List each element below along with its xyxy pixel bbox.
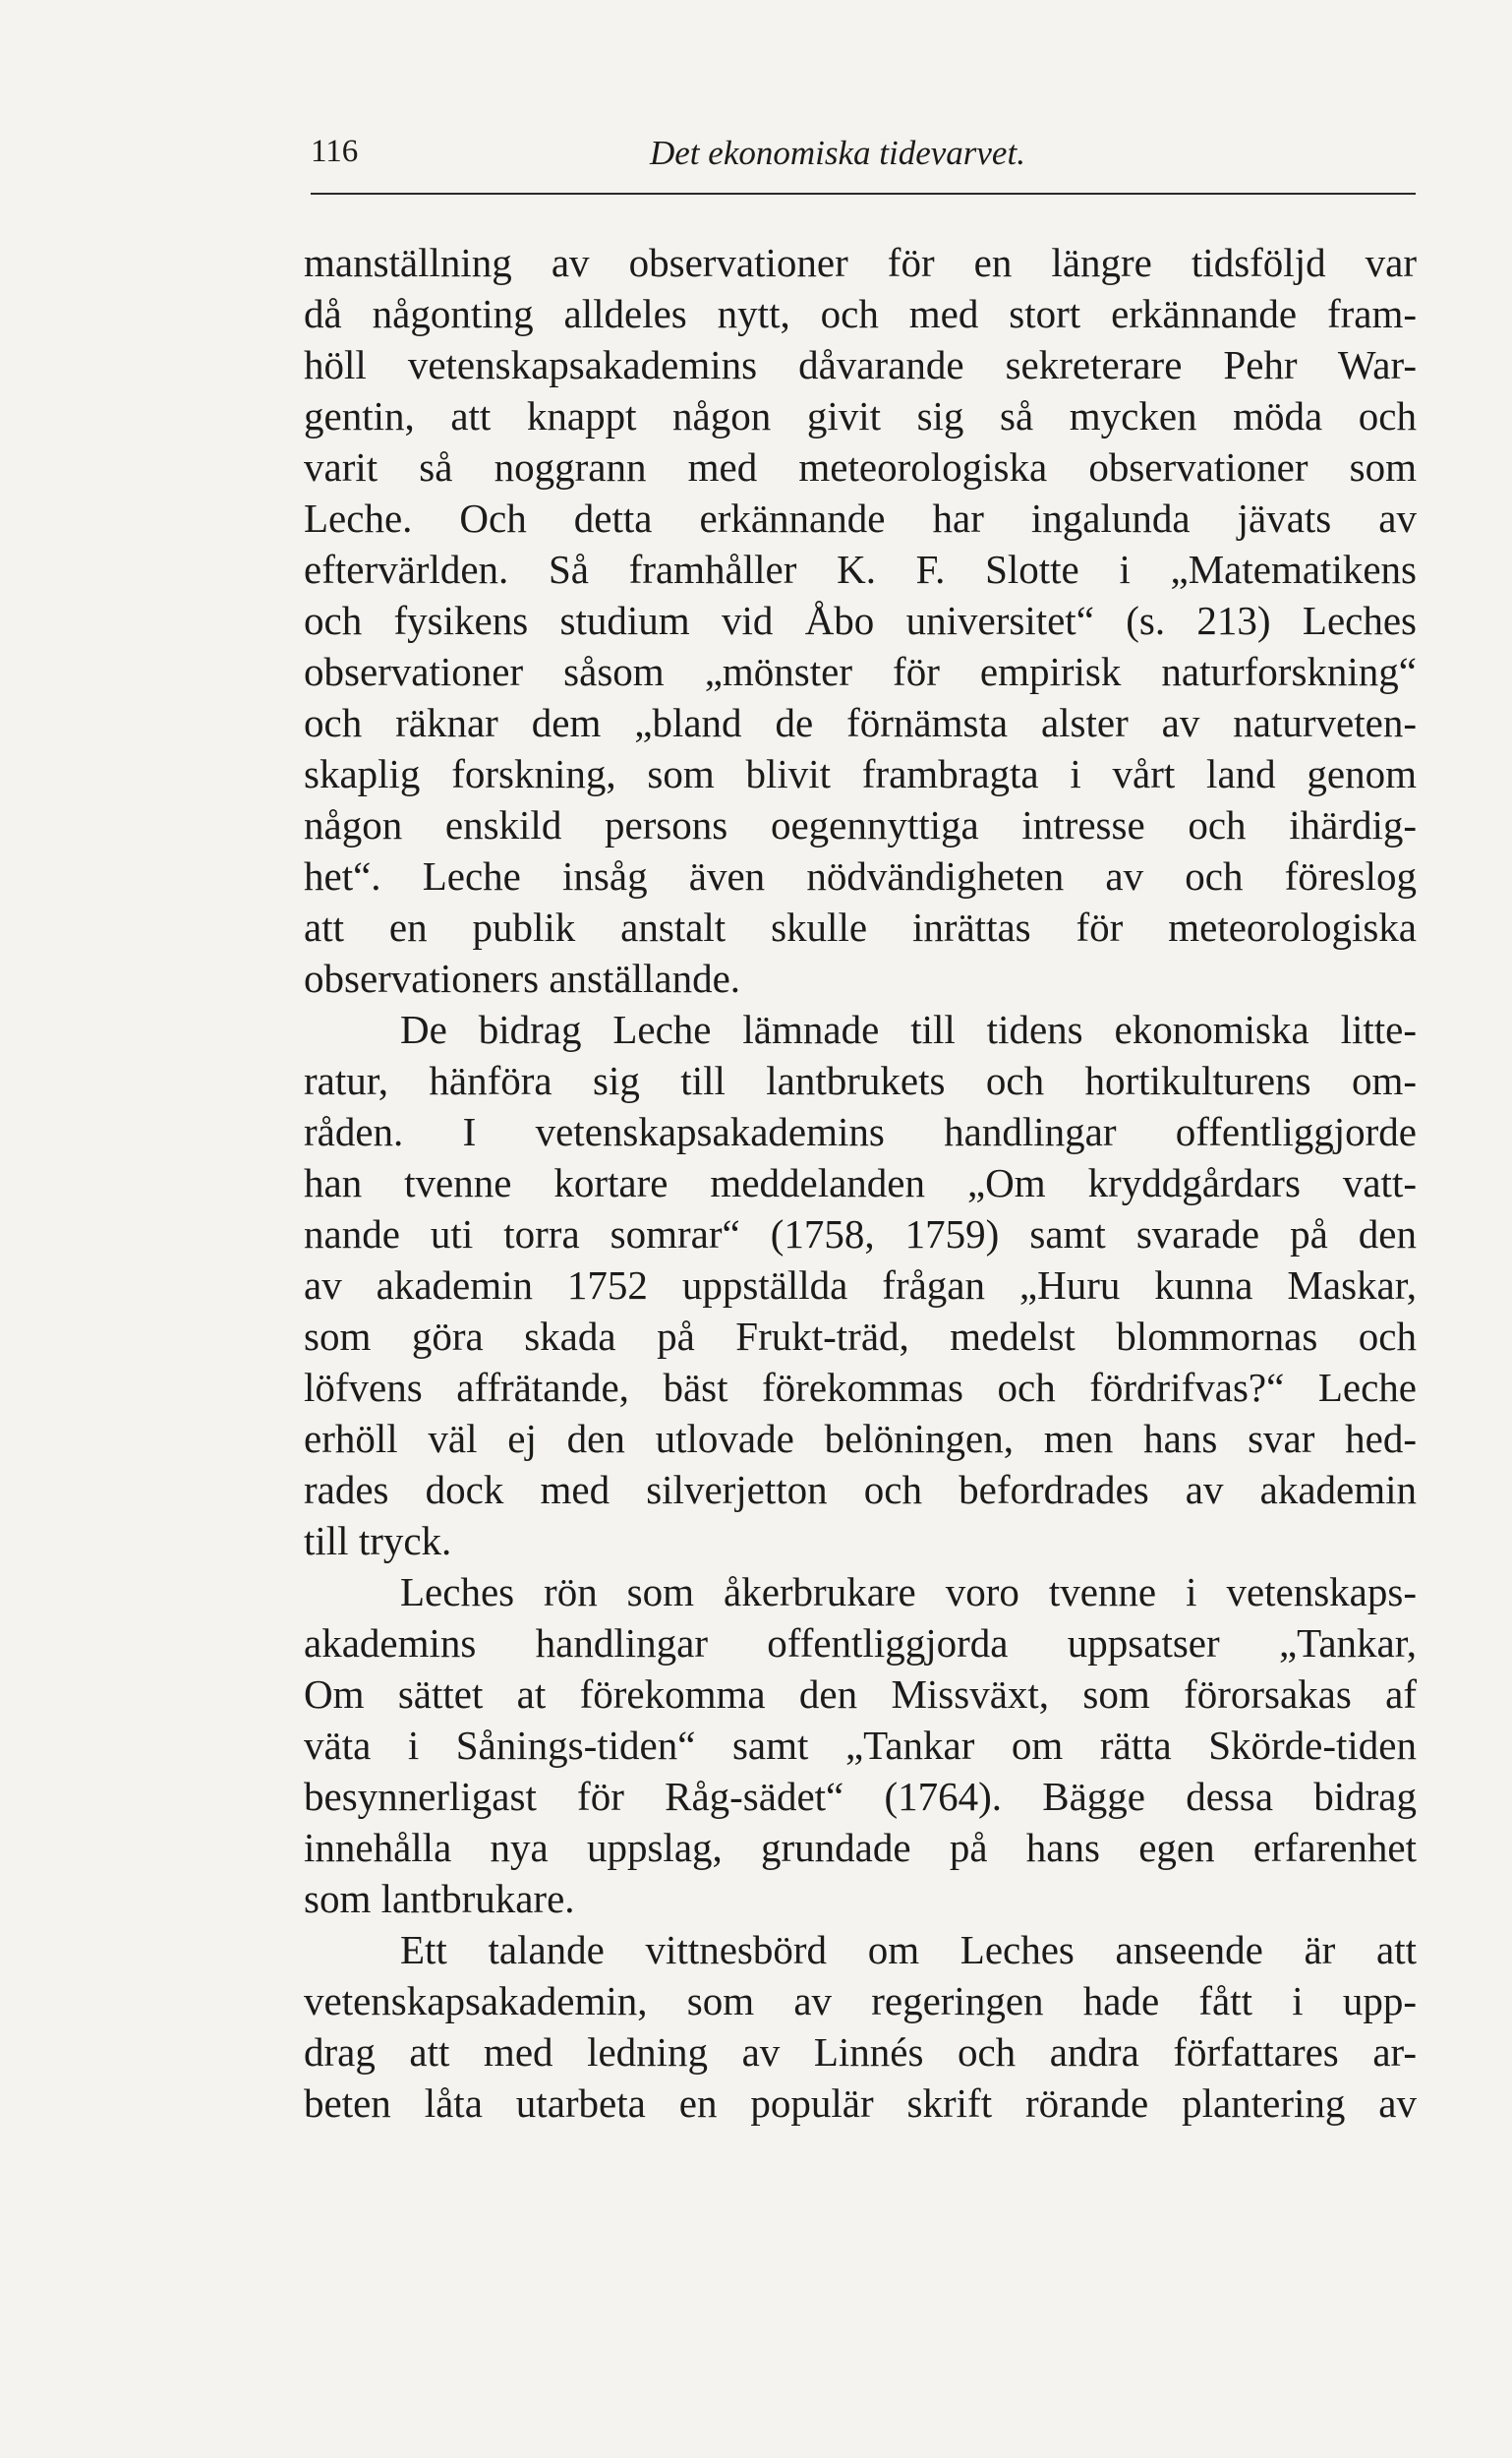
text-line: och räknar dem „bland de förnämsta alster av naturveten- xyxy=(304,700,1417,745)
text-line: som lantbrukare. xyxy=(304,1876,575,1921)
text-line: innehålla nya uppslag, grundade på hans egen erfarenhet xyxy=(304,1825,1417,1870)
text-line: råden. I vetenskapsakademins handlingar offentliggjorde xyxy=(304,1109,1417,1154)
text-line: erhöll väl ej den utlovade belöningen, men hans svar hed- xyxy=(304,1416,1417,1461)
text-line: eftervärlden. Så framhåller K. F. Slotte i „Matematikens xyxy=(304,547,1417,592)
text-line: observationer såsom „mönster för empirisk naturforskning“ xyxy=(304,649,1417,694)
text-line: väta i Sånings-tiden“ samt „Tankar om rätta Skörde-tiden xyxy=(304,1723,1417,1768)
text-line: besynnerligast för Råg-sädet“ (1764). Bägge dessa bidrag xyxy=(304,1774,1417,1819)
page-header xyxy=(311,134,1416,195)
text-line: och fysikens studium vid Åbo universitet“ (s. 213) Leches xyxy=(304,598,1417,643)
text-line: löfvens affrätande, bäst förekommas och fördrifvas?“ Leche xyxy=(304,1365,1417,1410)
body-text xyxy=(304,237,1417,2129)
text-line: någon enskild persons oegennyttiga intresse och ihärdig- xyxy=(304,802,1417,848)
text-line: att en publik anstalt skulle inrättas för meteorologiska xyxy=(304,905,1417,950)
text-line: skaplig forskning, som blivit frambragta i vårt land genom xyxy=(304,751,1417,796)
text-line: rades dock med silverjetton och befordrades av akademin xyxy=(304,1467,1417,1512)
text-line: ratur, hänföra sig till lantbrukets och hortikulturens om- xyxy=(304,1058,1417,1103)
text-line: Om sättet at förekomma den Missväxt, som förorsakas af xyxy=(304,1671,1417,1717)
text-line: manställning av observationer för en längre tidsföljd var xyxy=(304,240,1417,285)
page-number: 116 xyxy=(311,134,359,169)
text-line: nande uti torra somrar“ (1758, 1759) samt svarade på den xyxy=(304,1211,1417,1257)
text-line: han tvenne kortare meddelanden „Om kryddgårdars vatt- xyxy=(304,1160,1417,1205)
text-line: Ett talande vittnesbörd om Leches anseende är att xyxy=(400,1927,1417,1972)
text-line: Leches rön som åkerbrukare voro tvenne i vetenskaps- xyxy=(400,1569,1417,1614)
text-line: beten låta utarbeta en populär skrift rörande plantering av xyxy=(304,2080,1417,2126)
text-line: drag att med ledning av Linnés och andra författares ar- xyxy=(304,2029,1417,2075)
running-title: Det ekonomiska tidevarvet. xyxy=(650,134,1025,172)
text-line: vetenskapsakademin, som av regeringen hade fått i upp- xyxy=(304,1978,1417,2023)
text-line: som göra skada på Frukt-träd, medelst blommornas och xyxy=(304,1314,1417,1359)
text-line: av akademin 1752 uppställda frågan „Huru kunna Maskar, xyxy=(304,1262,1417,1308)
text-line: varit så noggrann med meteorologiska observationer som xyxy=(304,444,1417,490)
text-line: De bidrag Leche lämnade till tidens ekonomiska litte- xyxy=(400,1007,1417,1052)
text-line: gentin, att knappt någon givit sig så mycken möda och xyxy=(304,393,1417,439)
text-line: höll vetenskapsakademins dåvarande sekreterare Pehr War- xyxy=(304,342,1417,387)
text-line: till tryck. xyxy=(304,1518,452,1563)
text-line: het“. Leche insåg även nödvändigheten av och föreslog xyxy=(304,853,1417,899)
text-line: observationers anställande. xyxy=(304,956,741,1001)
text-line: Leche. Och detta erkännande har ingalunda jävats av xyxy=(304,496,1417,541)
text-line: akademins handlingar offentliggjorda uppsatser „Tankar, xyxy=(304,1620,1417,1666)
text-line: då någonting alldeles nytt, och med stort erkännande fram- xyxy=(304,291,1417,336)
